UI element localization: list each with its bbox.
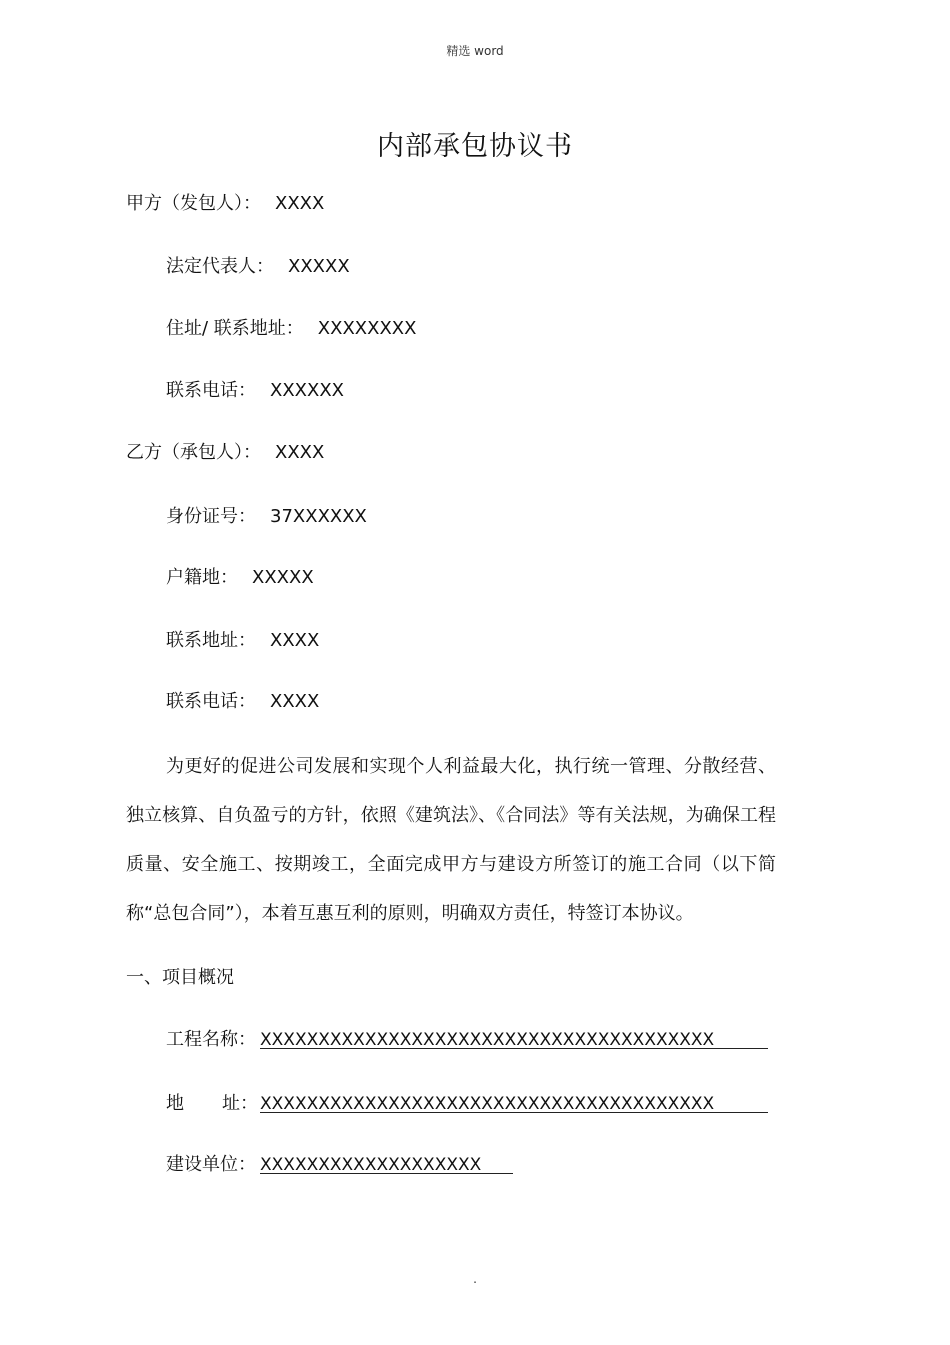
party-a-address-value: XXXXXXXX (317, 318, 417, 339)
party-a-address-line (166, 317, 416, 341)
legal-rep-line (166, 255, 350, 279)
builder-value: XXXXXXXXXXXXXXXXXXX (260, 1155, 482, 1175)
party-a-value: XXXX (275, 193, 325, 214)
section-1-heading: 一、项目概况 (126, 967, 234, 988)
party-b-line (126, 441, 324, 465)
party-b-value: XXXX (275, 442, 325, 463)
id-number-line (166, 505, 367, 529)
party-a-line (126, 192, 324, 216)
id-number-label: 身份证号： (166, 506, 256, 527)
domicile-label: 户籍地： (166, 567, 238, 588)
party-b-address-label: 联系地址： (166, 630, 256, 651)
project-name-underline (260, 1048, 768, 1049)
party-b-address-line (166, 629, 319, 653)
party-b-phone-value: XXXX (270, 691, 320, 712)
party-a-phone-value: XXXXXX (270, 380, 344, 401)
document-title: 内部承包协议书 (377, 131, 573, 162)
party-a-phone-line (166, 379, 344, 403)
builder-label: 建设单位： (166, 1154, 256, 1175)
preamble-paragraph: 为更好的促进公司发展和实现个人利益最大化，执行统一管理、分散经营、独立核算、自负盈亏的方针，依照《建筑法》、《合同法》等有关法规，为确保工程质量、安全施工、按期竣工，全面完成甲方与建设方所签订的施工合同（以下简称“总包合同”），本着互惠互利的原则，明确双方责任，特签订本协议。 (126, 756, 776, 924)
legal-rep-value: XXXXX (288, 256, 350, 277)
page-footer: . (473, 1272, 477, 1286)
address-label-2: 址： (222, 1093, 258, 1114)
party-b-label: 乙方（承包人）： (126, 442, 261, 463)
address-underline (260, 1112, 768, 1113)
party-b-phone-label: 联系电话： (166, 691, 256, 712)
domicile-line (166, 566, 314, 590)
legal-rep-label: 法定代表人： (166, 256, 274, 277)
party-a-phone-label: 联系电话： (166, 380, 256, 401)
domicile-value: XXXXX (252, 567, 314, 588)
party-b-address-value: XXXX (270, 630, 320, 651)
party-a-label: 甲方（发包人）： (126, 193, 261, 214)
project-name-value: XXXXXXXXXXXXXXXXXXXXXXXXXXXXXXXXXXXXXXX (260, 1030, 715, 1050)
id-number-value: 37XXXXXX (270, 506, 367, 527)
page-header: 精选 word (446, 44, 504, 58)
party-a-address-label: 住址/ 联系地址： (166, 318, 304, 339)
project-name-label: 工程名称： (166, 1029, 256, 1050)
address-value: XXXXXXXXXXXXXXXXXXXXXXXXXXXXXXXXXXXXXXX (260, 1094, 715, 1114)
party-b-phone-line (166, 690, 319, 714)
builder-underline (260, 1173, 513, 1174)
address-label-1: 地 (166, 1093, 184, 1114)
